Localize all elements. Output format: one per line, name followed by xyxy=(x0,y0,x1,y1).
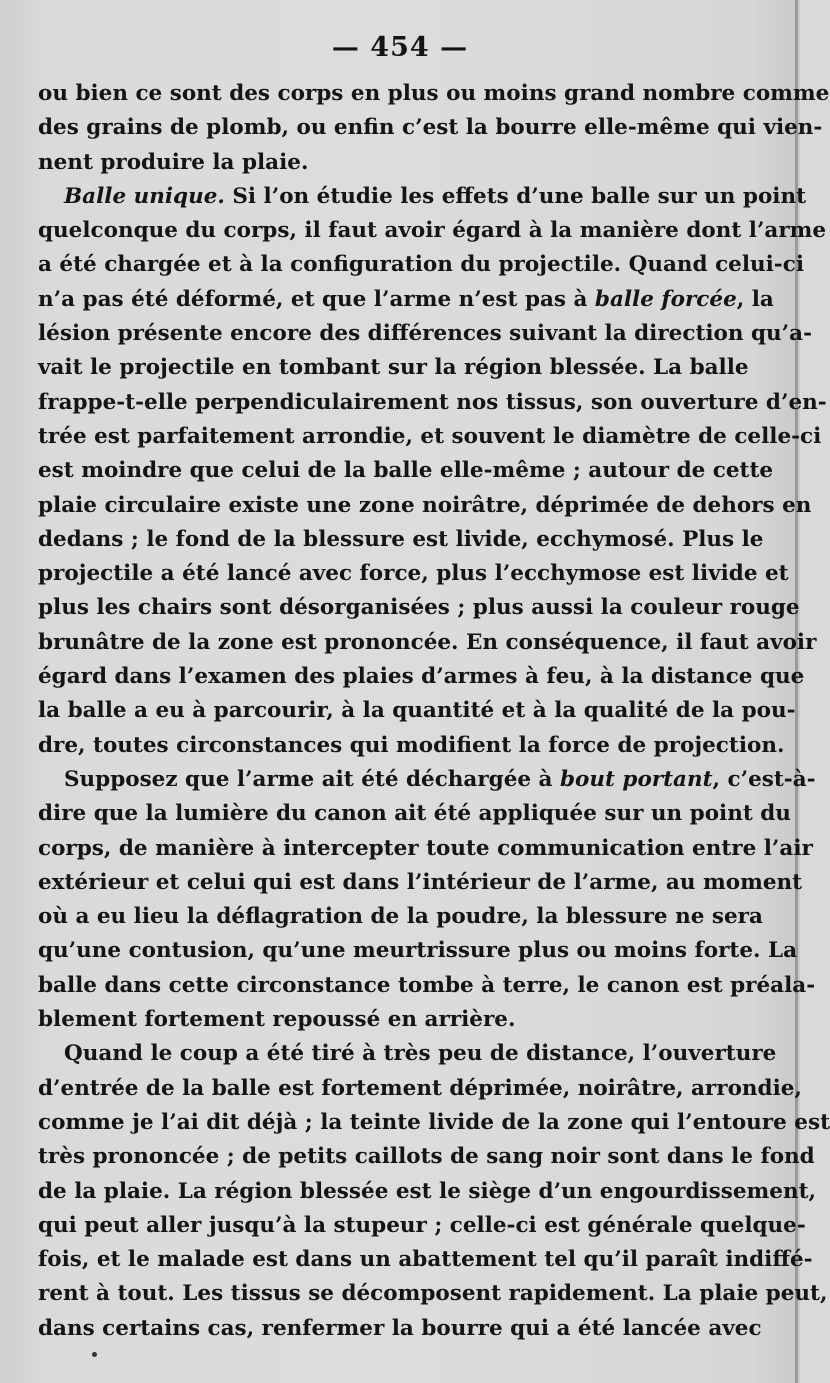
text-line xyxy=(38,660,805,694)
text-line xyxy=(38,523,764,557)
text-run: plus les chairs sont désorganisées ; plus aussi la couleur rouge xyxy=(38,595,800,621)
text-run: est moindre que celui de la balle elle-même ; autour de cette xyxy=(38,458,774,484)
text-line xyxy=(38,214,827,248)
text-run: Supposez que l’arme ait été déchargée à xyxy=(64,766,560,792)
text-run: balle dans cette circonstance tombe à terre, le canon est préala- xyxy=(38,972,816,998)
text-run: projectile a été lancé avec force, plus l’ecchymose est livide et xyxy=(38,561,789,587)
text-line xyxy=(38,797,791,831)
text-run: rent à tout. Les tissus se décomposent rapidement. La plaie peut, xyxy=(38,1281,828,1307)
ink-speck xyxy=(92,1352,97,1357)
text-run: comme je l’ai dit déjà ; la teinte livide de la zone qui l’entoure est xyxy=(38,1109,830,1135)
text-line xyxy=(38,1175,817,1209)
text-run: de la plaie. La région blessée est le siège d’un engourdissement, xyxy=(38,1178,817,1204)
text-line xyxy=(38,934,798,968)
body-text xyxy=(38,77,830,1346)
text-line xyxy=(38,351,749,385)
text-line xyxy=(38,77,830,111)
text-run: dans certains cas, renfermer la bourre qui a été lancée avec xyxy=(38,1315,762,1341)
text-run: très prononcée ; de petits caillots de sang noir sont dans le fond xyxy=(38,1144,815,1170)
text-line xyxy=(38,1277,828,1311)
text-line xyxy=(38,420,822,454)
text-run: égard dans l’examen des plaies d’armes à feu, à la distance que xyxy=(38,664,805,690)
text-run: la balle a eu à parcourir, à la quantité et à la qualité de la pou- xyxy=(38,698,796,724)
text-line xyxy=(38,1037,777,1071)
text-run: où a eu lieu la déflagration de la poudre, la blessure ne sera xyxy=(38,904,763,930)
text-line xyxy=(38,386,827,420)
text-run: dre, toutes circonstances qui modifient la force de projection. xyxy=(38,732,785,758)
text-run: a été chargée et à la configuration du projectile. Quand celui-ci xyxy=(38,252,804,278)
text-line xyxy=(38,248,804,282)
text-run: , c’est-à- xyxy=(712,766,816,792)
page-number: — 454 — xyxy=(331,32,469,63)
text-run: ou bien ce sont des corps en plus ou moins grand nombre comme xyxy=(38,81,830,106)
text-line xyxy=(38,557,789,591)
italic-phrase: Balle unique. xyxy=(64,183,225,209)
text-run: Si l’on étudie les effets d’une balle sur un point xyxy=(224,183,807,209)
text-line xyxy=(38,111,823,145)
italic-phrase: bout portant xyxy=(559,766,713,792)
text-line xyxy=(38,1243,813,1277)
text-run: des grains de plomb, ou enfin c’est la bourre elle-même qui vien- xyxy=(38,115,823,141)
text-run: , la xyxy=(736,286,774,312)
text-run: dire que la lumière du canon ait été appliquée sur un point du xyxy=(38,801,791,827)
text-run: Quand le coup a été tiré à très peu de distance, l’ouverture xyxy=(64,1041,777,1067)
text-run: qu’une contusion, qu’une meurtrissure plus ou moins forte. La xyxy=(38,938,798,964)
text-line xyxy=(38,180,807,214)
text-line xyxy=(38,832,813,866)
text-run: blement fortement repoussé en arrière. xyxy=(38,1007,516,1033)
text-line xyxy=(38,1072,802,1106)
text-line xyxy=(38,146,744,180)
text-line xyxy=(38,591,800,625)
text-line xyxy=(38,969,816,1003)
text-run: n’a pas été déformé, et que l’arme n’est pas à xyxy=(38,286,595,312)
text-run: nent produire la plaie. xyxy=(38,149,309,175)
text-run: plaie circulaire existe une zone noirâtre, déprimée de dehors en xyxy=(38,492,812,518)
text-run: quelconque du corps, il faut avoir égard à la manière dont l’arme xyxy=(38,218,827,244)
text-line xyxy=(38,1140,815,1174)
text-line xyxy=(38,1312,762,1346)
text-run: qui peut aller jusqu’à la stupeur ; celle-ci est générale quelque- xyxy=(38,1212,806,1238)
italic-phrase: balle forcée xyxy=(594,286,737,312)
text-line xyxy=(38,1209,806,1243)
text-line xyxy=(38,694,796,728)
text-run: corps, de manière à intercepter toute communication entre l’air xyxy=(38,835,813,861)
text-run: fois, et le malade est dans un abattement tel qu’il paraît indiffé- xyxy=(38,1247,813,1273)
text-line xyxy=(38,626,817,660)
text-run: frappe-t-elle perpendiculairement nos tissus, son ouverture d’en- xyxy=(38,389,827,415)
text-line xyxy=(38,1003,744,1037)
text-run: dedans ; le fond de la blessure est livide, ecchymosé. Plus le xyxy=(38,526,764,552)
text-line xyxy=(38,866,803,900)
text-line xyxy=(38,1106,830,1140)
text-line xyxy=(38,317,812,351)
text-run: brunâtre de la zone est prononcée. En conséquence, il faut avoir xyxy=(38,629,817,655)
text-run: trée est parfaitement arrondie, et souvent le diamètre de celle-ci xyxy=(38,423,822,449)
text-line xyxy=(38,729,785,763)
text-line xyxy=(38,763,816,797)
text-line xyxy=(38,454,774,488)
text-run: extérieur et celui qui est dans l’intérieur de l’arme, au moment xyxy=(38,869,803,895)
text-line xyxy=(38,900,763,934)
text-run: lésion présente encore des différences suivant la direction qu’a- xyxy=(38,321,812,347)
text-line xyxy=(38,283,774,317)
text-line xyxy=(38,489,812,523)
text-run: d’entrée de la balle est fortement déprimée, noirâtre, arrondie, xyxy=(38,1075,802,1101)
text-run: vait le projectile en tombant sur la région blessée. La balle xyxy=(38,355,749,381)
